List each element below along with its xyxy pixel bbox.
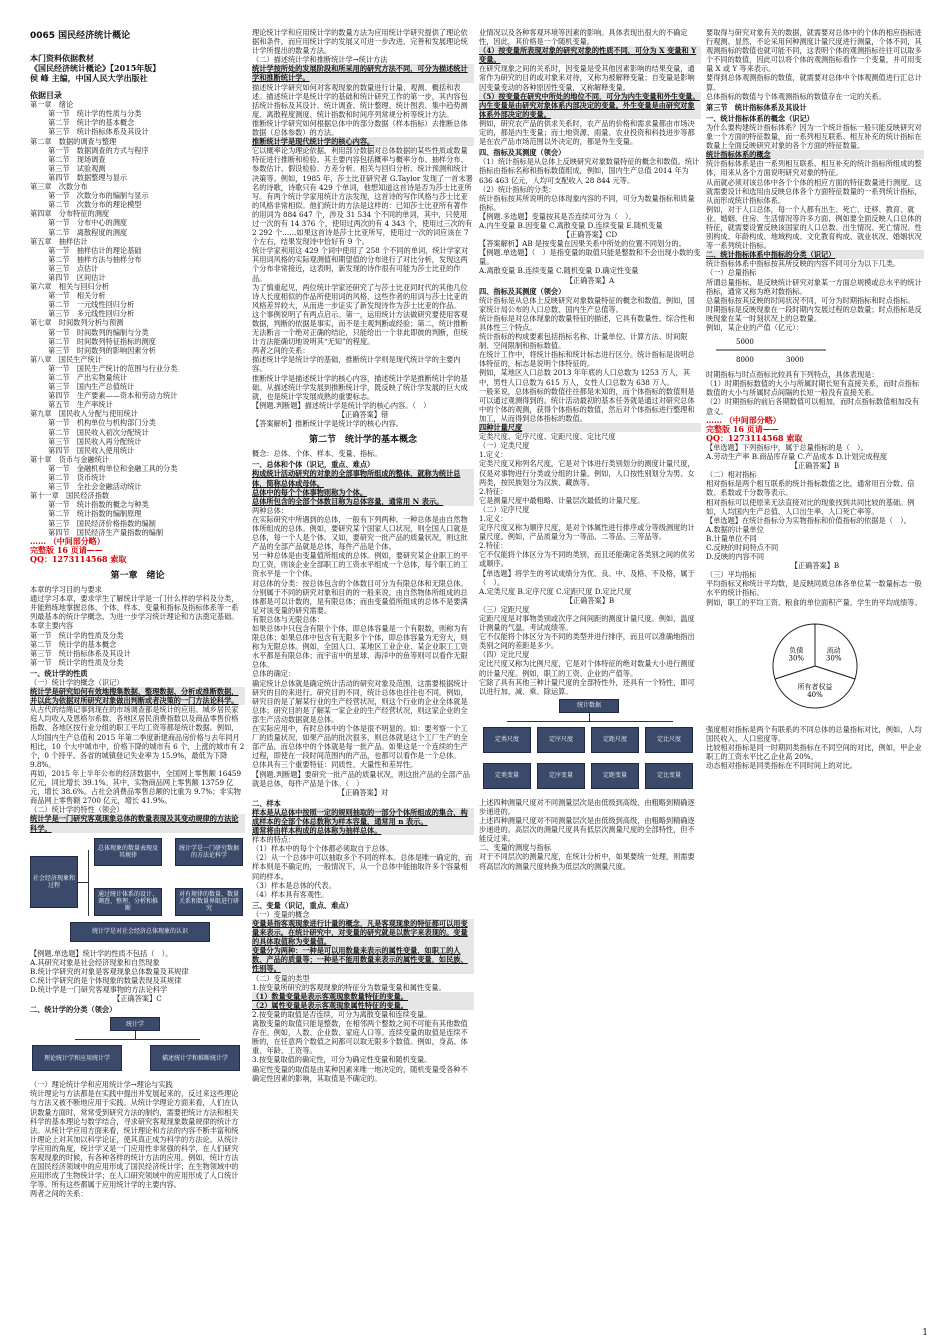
- paragraph: （1）统计指标是从总体上反映研究对象数量特征的概念和数值。统计指标由指标名称和指标数值组成，例如，国内生产总值 2014 年为 636 463 亿元，人均可支配收入 28 844 元等。: [479, 157, 700, 185]
- paragraph: 样本的特点：: [252, 835, 296, 845]
- highlight-text: （4）按变量所表现对象的研究对象的性质不同，可分为 X 变量和 Y 变量。: [479, 46, 701, 64]
- paragraph: 两者之间的关系：: [252, 346, 310, 356]
- paragraph: 再如，2015 年上半年公布的经济数据中，全国网上零售额 16459 亿元，同比增长 39.1%。其中，实物商品网上零售额 13759 亿元，增长 38.6%。占社会消费品零售总额的比重为 9.7%；非实物商品网上零售额 2700 亿元，增长 41.9%。: [30, 768, 242, 806]
- toc-section: 第一节 时间数列的编制与分类: [48, 327, 149, 337]
- paragraph: 一般来说，总体指标的数值往往都是未知的，而个体指标的数值则是可以通过观测得到的。统计活动最初的基本任务就是通过对研究总体中的个体的观测，获得个体指标的数值，然后对个体指标进行整理和加工，从而得到总体指标的数值。: [479, 386, 695, 423]
- paragraph: （二）相对指标: [706, 470, 757, 480]
- example-option: C.离散变量: [548, 220, 586, 230]
- toc-section: 第二节 抽样方法与抽样分布: [48, 254, 142, 264]
- toc-section: 第三节 试验观测: [48, 163, 106, 173]
- toc-section: 第二节 离散程度的测度: [48, 227, 128, 237]
- paragraph: （一）定类尺度: [479, 441, 530, 451]
- toc-section: 第二节 货币统计: [48, 473, 106, 483]
- paragraph: 2.按变量的取值是否连续，可分为离散变量和连续变量。: [252, 1009, 432, 1019]
- paragraph: 定比尺度又称为比例尺度，它是对个体特征的绝对数量大小进行测度的计量尺度。例如，职工的工资、企业的产值等。: [479, 659, 695, 678]
- example-option: C.统计学研究的是个体现象的数量表现及其规律: [30, 975, 182, 985]
- section-heading: 四、指标及其测度（领会）: [479, 286, 566, 296]
- paragraph: 在实际研究中所遇到的总体，一般有下列两种。一种总体是由自然物体所组成的总体。例如，要研究某个国家人口状况，则全国人口就是总体，每一个人是个体。又如，要研究一批产品的质量状况，则这批产品的全部产品就是总体，每件产品是个体。: [252, 514, 468, 552]
- example-options: [479, 221, 701, 230]
- pie-label: 负债: [789, 646, 804, 655]
- toc-section: 第三节 点估计: [48, 263, 99, 273]
- toc-chapter: 第十章 货币与金融统计: [30, 454, 110, 464]
- highlight-text: 统计指标体系的概念: [706, 150, 924, 159]
- paragraph: 另一种总体是由变量值所组成的总体。例如，要研究某企业职工的平均工资，则该企业全部职工的工资水平组成一个总体，每个职工的工资水平是一个个体。: [252, 551, 468, 579]
- section-heading: 二、统计学的分类（领会）: [30, 1005, 117, 1015]
- section-heading: 一、统计指标体系的概念（识记）: [706, 113, 814, 123]
- toc-section: 第一节 统计指数的概念与种类: [48, 500, 149, 510]
- toc-section: 第三节 全社会金融活动统计: [48, 482, 142, 492]
- highlight-text: 总体所包含的全部个体数目称为总体容量，通常用 N 表示。: [252, 497, 474, 506]
- paragraph: 总体的确定：: [252, 669, 296, 679]
- toc-section: 第一节 数据调查的方式与程序: [48, 145, 149, 155]
- highlight-text: （5）按变量在研究中所处的地位不同，可分为内生变量和外生变量。: [479, 91, 700, 101]
- toc-section: 第三节 国民经济价格指数的编制: [48, 518, 156, 528]
- diagram-box: 通过统计体系的设计、调查、整理、分析和推断: [94, 888, 162, 916]
- time-point-diagram: [706, 332, 916, 368]
- paragraph: 它不仅能将个体区分为不同的类型并进行排序，而且可以准确地指出类别之间的差距是多少。: [479, 632, 695, 651]
- diagram-box: 描述统计学和推断统计学: [150, 1045, 240, 1071]
- toc-section: 第三节 统计指标体系及其设计: [48, 127, 149, 137]
- toc-section: 第一节 统计学的性质与分类: [48, 109, 142, 119]
- highlight-text: （2）属性变量是表示客观现象属性特征的变量。: [252, 1001, 474, 1010]
- paragraph: 定距尺度是对事物类别或次序之间间距的测度计量尺度。例如，温度计测量的气温、考试成绩等。: [479, 614, 695, 633]
- source-line: 本门资料依据教材: [30, 53, 94, 64]
- paragraph: 在统计工作中，将统计指标和统计标志进行区分。统计指标是说明总体特征的，标志是说明个体特征的。: [479, 350, 695, 369]
- example-option: A.离散变量: [479, 266, 516, 276]
- diagram-box: 统计学: [110, 1017, 160, 1031]
- toc-section: 第四节 数据整理与显示: [48, 172, 128, 182]
- toc-chapter: 第一章 绪论: [30, 100, 74, 110]
- diagram-box: 定类变量: [483, 763, 531, 789]
- example-answer: 【正确答案】B: [790, 461, 840, 471]
- paragraph: （1）时期指标数值的大小与所属时期长短有直接关系，而时点指标数值的大小与所属时点间隔的长短一般没有直接关系。: [706, 379, 920, 398]
- paragraph: 它除了具有其他三种计量尺度的全部特性外，还具有一个特性，即可以进行加、减、乘、除运算。: [479, 677, 695, 696]
- highlight-text: 统计学按所处的发展阶段和所采用的研究方法不同，可分为描述统计学和推断统计学。: [252, 64, 474, 82]
- diagram-box: 定距尺度: [591, 727, 639, 753]
- paragraph: （三）平均指标: [706, 570, 757, 580]
- example-option: C.产品成本: [797, 452, 834, 462]
- paragraph: 描述统计学是统计学的基础，推断统计学则是现代统计学的主要内容。: [252, 355, 461, 374]
- paragraph: （一）总量指标: [706, 268, 757, 278]
- example-answer: 【正确答案】CD: [562, 230, 618, 240]
- example-option: D.反映的内容不同: [706, 552, 765, 562]
- paragraph: 从而就必须对该总体中各个个体的相应方面的特征数量进行测度。这就需要设计和选用由反映总体各个方面特征数量的一系列统计指标，从而形成统计指标体系。: [706, 177, 922, 205]
- paragraph: 统计理论与方法都是在实践中提出并发展起来的，反过来这些理论与方法又被不断地应用于实践。从统计学理论方面来看，人们在认识数量方面时，常常受到研究方法的制约，需要把统计方法和相关科学的基本理论与数学结合，寻求研究客观现象数量规律的统计方法。从统计学应用方面来看，统计理论和方法的内容不断丰富和统计理论上对其加以科学论证，使其真正成为科学的方法论。从统计学应用的角度，统计学又是一门应用性非常强的科学，在人们研究客观现象的时候，有各种各样的统计方法的应用。例如，统计方法在国民经济领域中的应用形成了国民经济统计学；在生物领域中的应用形成了生物统计学；在人口研究领域中的应用形成了人口统计学等。所有这些都属于应用统计学的主要内容。: [30, 1089, 239, 1190]
- example-option: B.连续变量: [517, 266, 554, 276]
- paragraph: 例如，职工的平均工资、粮食的单位面积产量、学生的平均成绩等。: [706, 597, 922, 607]
- paragraph: 1.按变量所研究的客观现象的特征分为数量变量和属性变量。: [252, 982, 446, 992]
- source-info: [30, 53, 245, 83]
- example-option: D.计划完成程度: [836, 452, 888, 462]
- paragraph: （一）变量的概念: [252, 909, 310, 919]
- example-answer: 【正确答案】B: [565, 595, 615, 605]
- paragraph: 要取得与研究对象有关的数据，就需要对总体中的个体的相应指标进行观测。显然，不论采用何种测度计量尺度进行测量，个体不同，其观测指标的数值也就可能不同，这表明个体的观测指标往往可以取多个不同的数值，因此可以将个体的观测指标看作一个变量，并可用变量 X 或 Y 等来表示。: [706, 28, 922, 74]
- paragraph: 描述统计学研究如何对客观现象的数量进行计量、观测、概括和表述。描述统计学是统计学的基础和统计研究工作的第一步，其内容包括统计指标及其设计、统计调查、统计整理、统计图表、集中趋势测度、离散程度测度、统计指数和时间序列常规分析等统计方法。: [252, 82, 468, 119]
- paragraph: （四）定比尺度: [479, 650, 530, 660]
- paragraph: 例如，对于人口总体，每一个人都有出生、死亡、迁移、教育、就业、婚姻、住房、生活情况等许多方面，例如要全面反映人口总体的特征，就需要设置反映该国家的人口总数、出生情况、死亡情况、性别构成、年龄构成、地域构成、文化教育构成、就业状况、婚姻状况等一系列统计指标。: [706, 204, 922, 251]
- diagram-box: 定序尺度: [537, 727, 585, 753]
- paragraph: 比较相对指标是同一时期同类指标在不同空间的对比，例如，甲企业职工的工资水平比乙企业高 20%。: [706, 742, 922, 761]
- pie-value-label: 40%: [807, 690, 823, 699]
- paragraph: 总量指标按其反映的时间状况不同，可分为时期指标和时点指标。: [706, 295, 915, 305]
- toc-section: 第一节 抽样估计的理论基础: [48, 245, 142, 255]
- paragraph: （2）时期指标的前后各期数值可以相加，而时点指标数值相加没有意义。: [706, 397, 920, 416]
- intro-line: 第一节 统计学的性质及分类: [30, 630, 124, 640]
- diagram-box: 定类尺度: [483, 727, 531, 753]
- diagram-box: 定比变量: [645, 763, 693, 789]
- paragraph: 对于不同层次的测量尺度，在统计分析中，如果要统一处理，则需要将高层次的测量尺度转换为低层次的测量尺度。: [479, 852, 695, 871]
- source-line: 《国民经济统计概论》【2015年版】: [30, 63, 161, 74]
- toc-heading: 依据目录: [30, 90, 62, 101]
- example-option: D.确定性变量: [594, 266, 639, 276]
- paragraph: 总体具有三个重要特征：同质性、大量性和差异性。: [252, 760, 418, 770]
- pie-chart: [740, 611, 890, 721]
- paragraph: 时期指标是反映现象在一段时期内发展过程的总数量；时点指标是反映现象在某一时刻状况上的总数量。: [706, 304, 922, 323]
- paragraph: 它以概率论为理论依据，利用部分数据对总体数据的某些性质或数量特征进行推断和检验。其主要内容包括概率与概率分布、抽样分布、参数估计、假设检验、方差分析、相关与回归分析、统计预测和统计决策等。例如，1985 年，莎士比亚研究者 G.Taylor 发现了一首未署名的诗歌，诗歌只有 429 个单词，他想知道这首诗是否为莎士比亚所写。有两个统计学家用统计方法发现，这首诗的写作风格与莎士比亚的风格非常相似。他们统计的方法是这样的：已知莎士比亚所有著作的用词为 884 647 个，涉及 31 534 个不同的单词，其中，只使用过一次的有 14 376 个，使用过两次的有 4 343 个，使用过三次的有 2 292 个……如果这首诗是莎士比亚所写，使用过一次的词应该在 7 个左右，结果发现诗中恰好有 9 个。: [252, 146, 473, 247]
- full-version-note: 完整版 16 页请——: [706, 423, 779, 434]
- example-option: C.随机变量: [556, 266, 593, 276]
- diagram-box: 定比尺度: [645, 727, 693, 753]
- example-option: C.定距尺度: [556, 586, 593, 596]
- paragraph: 平均指标又称统计平均数，是反映同质总体各单位某一数量标志一般水平的统计指标。: [706, 579, 922, 598]
- timeline-label: 5000: [736, 338, 754, 347]
- toc-section: 第三节 多元线性回归分析: [48, 309, 135, 319]
- toc-section: 第四节 国民收入使用统计: [48, 445, 135, 455]
- paragraph: 总体指标的数值与个体观测指标的数值存在一定的关系。: [706, 91, 886, 101]
- toc-chapter: 第七章 时间数列分析与预测: [30, 318, 124, 328]
- paragraph: （2）从一个总体中可以抽取多个不同的样本。总体是唯一确定的，而样本则是不确定的，一般情况下，从一个总体中能抽取许多个容量相同的样本。: [252, 853, 473, 881]
- paragraph: 统计指标体系中指标按其所反映的内容不同可分为以下几类。: [706, 259, 901, 269]
- column-3: [479, 28, 701, 1318]
- example-question: 【单选题】下列指标中，属于总量指标的是（ ）。: [706, 442, 868, 452]
- column-4: [706, 28, 924, 1318]
- example-option: B.统计学研究的对象是客观现象总体数量及其规律: [30, 966, 189, 976]
- paragraph: 例如，研究农产品的供求关系时，农产品的价格和需求量都由市场决定的，都是内生变量；而土地资源、雨量、农业投资和科技进步等都是在农产品市场范围以外决定的，都是外生变量。: [479, 118, 695, 147]
- highlight-text: 统计学是研究如何有效地搜集数据、整理数据、分析或推断数据，并以此为依据对所研究对象做出判断或者决策的一门方法论科学。: [30, 687, 245, 705]
- classification-diagram: [30, 1017, 245, 1077]
- toc-section: 第三节 时间数列的影响因素分析: [48, 345, 156, 355]
- intro-line: 第三节 统计指标体系及其设计: [30, 648, 131, 658]
- paragraph: 确定统计总体就是确定统计活动的研究对象及范围，这需要根据统计研究的目的来进行。研究目的不同，统计总体也往往也不同。例如，研究目的是了解某行业的生产经营状况，则这个行业的企业全体就是总体；研究目的是了解某一家企业的生产经营状况，则这家企业的全部生产活动数据就是总体。: [252, 678, 468, 724]
- highlight-text: 构成统计活动研究的对象的全部事物所组成的整体，就称为统计总体，简称总体或母体。: [252, 469, 474, 487]
- paragraph: 对总体的分类：按总体包含的个体数目可分为有限总体和无限总体。分别属于不同的研究对象和目的的一般来说，由自然物体所组成的总体都是可以计数的，是有限总体；而由变量值所组成的总体不是要满足对该变量的研究需要。: [252, 578, 468, 615]
- toc-section: 第一节 相关分析: [48, 291, 106, 301]
- paragraph: （二）描述统计学和推断统计学→统计方法: [252, 55, 388, 65]
- document-title: 0065 国民经济统计概论: [30, 31, 131, 41]
- paragraph: 离散变量的取值只能是整数，在相邻两个整数之间不可能有其他数值存在。例如，人数、企业数、家庭人口等。连续变量的取值是连续不断的，在任意两个数值之间都可以取无限多个数值。例如，身高、体重、年龄、工资等。: [252, 1019, 468, 1056]
- section-title: 第二节 统计学的基本概念: [308, 435, 417, 446]
- chapter-intro: [30, 585, 245, 667]
- example-answer: 【正确答案】B: [790, 561, 840, 571]
- section-heading: 三、变量（识记，重点、难点）: [252, 900, 353, 910]
- paragraph: （二）定序尺度: [479, 504, 530, 514]
- paragraph: 强度相对指标是两个有联系的不同总体的总量指标对比，例如，人均国民收入、人口密度等。: [706, 724, 922, 743]
- full-version-note: 完整版 16 页请——: [30, 544, 103, 555]
- example-option: A.其研究对象是社会经济现象和自然现象: [30, 957, 160, 967]
- example-answer: 【正确答案】A: [565, 275, 615, 285]
- paragraph: 在实际应用中，有时总体中的个体是很不明显的。如：要考察一个工厂的质量状况，如果产品的批次很多，则总体就是这个工厂生产的全部产品，而总体中的个体就是每一批产品。如果这是一个连续的生产过程，即使在一段时间范围内的产品，也都可以看作是一个总体。: [252, 724, 468, 761]
- paragraph: 要得到总体观测指标的数值，就需要对总体中个体观测值进行汇总计算。: [706, 73, 922, 92]
- timeline-label: 8000: [736, 356, 754, 365]
- paragraph: 理论统计学和应用统计学的数量方法为应用统计学研究提供了理论依据和条件，而应用统计学的发展又可进一步改进、完善和发展理论统计学所提出的数量方法。: [252, 28, 468, 56]
- paragraph: 推断统计学是描述统计学的核心内容，描述统计学是推断统计学的基础。从描述统计学发展到推断统计学，既反映了统计学发展的巨大成就，也是统计学发展成熟的重要标志。: [252, 373, 468, 401]
- table-of-contents: [30, 100, 245, 537]
- highlight-text: 总体中的每个个体事物则称为个体。: [252, 488, 474, 497]
- pie-label: 所有者权益: [797, 682, 833, 691]
- example-option: A.数据的计量单位: [706, 524, 764, 534]
- example-option: C.反映的时间特点不同: [706, 542, 779, 552]
- paragraph: 如果总体中只包含有限个个体，即总体容量是一个有限数，则称为有限总体；如果总体中包含有无限多个个体，即总体容量为无穷大，则称为无限总体。例如，全国人口、某地区工业企业、某企业职工工资水平都是有限总体；而宇宙中的星球、海洋中的鱼等则可以看作无限总体。: [252, 624, 468, 670]
- pie-value-label: 30%: [788, 654, 805, 663]
- intro-line: 本章主要内容: [30, 621, 74, 631]
- example-explanation: 【答案解析】AB 是按变量在因果关系中所处的位置不同划分的。: [479, 239, 686, 249]
- chapter-title: 第一章 绪论: [110, 570, 165, 581]
- toc-section: 第一节 金融机构单位和金融工具的分类: [48, 463, 178, 473]
- toc-section: 第二节 产出实物量统计: [48, 373, 128, 382]
- paragraph: （一）理论统计学和应用统计学→理论与实践: [30, 1080, 173, 1090]
- paragraph: 2.特征：: [479, 541, 508, 551]
- example-answer: 【正确答案】对: [337, 787, 389, 797]
- toc-chapter: 第五章 抽样估计: [30, 236, 88, 246]
- paragraph: 有限总体与无限总体：: [252, 614, 324, 624]
- toc-chapter: 第八章 国民生产统计: [30, 354, 102, 364]
- paragraph: 3.按变量取值的确定性，可分为确定性变量和随机变量。: [252, 1055, 432, 1065]
- highlight-text: 二、统计指标体系中指标的分类（识记）: [706, 250, 924, 259]
- paragraph: 概念：总体、个体、样本、变量、指标。: [252, 449, 382, 459]
- highlight-text: 内生变量是由研究对象体系内部决定的变量。外生变量是由研究对象体系外部决定的变量。: [479, 101, 701, 119]
- paragraph: 业情况以及各种客观环境等因素的影响。具体表现出很大的不确定性，因此，其价格是一个随机变量。: [479, 28, 688, 47]
- paragraph: 1.定义：: [479, 450, 508, 460]
- section-heading: 四、指标及其测度（领会）: [479, 148, 566, 158]
- example-question: 【例题.判断题】要研究一批产品的质量状况，则这批产品的全部产品就是总体，每件产品是个体。（ ）: [252, 769, 470, 788]
- highlight-text: 通常将由样本构成的总体称为抽样总体。: [252, 826, 474, 835]
- pie-label: 流动: [826, 646, 841, 655]
- omitted-note: …… （中间部分略）: [706, 414, 781, 425]
- highlight-text: （1）数量变量是表示客观现象数量特征的变量。: [252, 992, 474, 1001]
- example-explanation: 【答案解析】推断统计学是统计学的核心内容。: [252, 419, 403, 429]
- subsection-heading: （二）统计学的特性（领会）: [30, 805, 124, 815]
- toc-section: 第二节 现场调查: [48, 154, 106, 164]
- paragraph: 两种总体：: [252, 505, 288, 515]
- toc-section: 第二节 次数分布的理论模型: [48, 200, 142, 210]
- example-options: [706, 452, 924, 461]
- paragraph: 时期指标与时点指标比较具有下列特点，具体表现是：: [706, 370, 879, 380]
- paragraph: 统计指标的构成要素包括指标名称、计量单位、计算方法、时间限制、空间限制和指标数值。: [479, 332, 688, 351]
- paragraph: 相对指标是两个相互联系的统计指标数值之比，通常用百分数、倍数、系数或千分数等表示。: [706, 479, 915, 498]
- diagram-box: 理论统计学和应用统计学: [32, 1045, 122, 1071]
- toc-chapter: 第六章 相关与回归分析: [30, 282, 110, 292]
- paragraph: 这个事例说明了有两点启示。第一，运用统计方法做研究要使用客观数据，判断的依据是事实，而不是主观判断或经验；第二，统计推断无法断言一个绝对正确的结论，只能给出一个非此即彼的判断，但统计方法能确切地说明其“无知”的程度。: [252, 309, 468, 347]
- qq-contact: QQ：1273114568 索取: [706, 432, 803, 443]
- diagram-box: 社会经济现象和过程: [30, 856, 78, 908]
- toc-section: 第二节 国民收入初次分配统计: [48, 427, 149, 437]
- toc-chapter: 第十一章 国民经济指数: [30, 491, 110, 501]
- paragraph: 它不仅能将个体区分为不同的类别，而且还能确定各类别之间的优劣或顺序。: [479, 550, 695, 569]
- toc-section: 第一节 次数分布的编制与显示: [48, 191, 149, 201]
- paragraph: 定类尺度又称列名尺度，它是对个体进行类别划分的测度计量尺度，仅是对事物进行分类或分组的计量。例如，人口按性别划分为男、女两类，按民族划分为汉族、藏族等。: [479, 459, 695, 487]
- section-heading: 二、样本: [252, 798, 281, 808]
- example-question: 【例题.单选题】统计学的性质不包括（ ）。: [30, 948, 173, 958]
- paragraph: 2.特征：: [479, 486, 508, 496]
- example-question: 【例题.单选题】（ ）是指变量的取值只能是整数和不会出现小数的变量。: [479, 248, 701, 267]
- measurement-scale-diagram: [479, 699, 701, 795]
- paragraph: 统计学家利用这 429 个词中使用了 258 个不同的单词，统计学家对其用词风格的实际观测值和期望值的分布进行了对比分析，发现这两个分布非常接近，这表明，新发现的诗作很有可能为莎士比亚的作品。: [252, 246, 469, 283]
- example-option: B.定序尺度: [517, 586, 554, 596]
- diagram-box: 统计学是一门研究数据的方法论科学: [175, 838, 243, 866]
- example-option: D.连续变量: [587, 220, 625, 230]
- diagram-box: 统计数据: [559, 699, 619, 713]
- toc-section: 第一节 分布中心的测度: [48, 218, 128, 228]
- pie-value-label: 30%: [825, 654, 842, 663]
- paragraph: 推断统计学研究如何根据总体中的部分数据（样本指标）去推断总体数据（总体参数）的方法。: [252, 118, 468, 138]
- paragraph: 二、变量的测度与指标: [479, 843, 551, 853]
- paragraph: 相对指标可以使原来无法直接对比的现象找到共同比较的基础。例如，人均国内生产总值、人口出生率、人口死亡率等。: [706, 497, 915, 516]
- paragraph: 两者之间的关系：: [30, 1189, 88, 1199]
- paragraph: （二）变量的类型: [252, 973, 310, 983]
- paragraph: 它是测量尺度中最粗略、计量层次最低的计量尺度。: [479, 495, 645, 505]
- example-option: A.劳动生产率: [706, 452, 750, 462]
- intro-line: 第二节 统计学的基本概念: [30, 639, 117, 649]
- paragraph: 1.定义：: [479, 513, 508, 523]
- example-option: B.计量单位不同: [706, 533, 757, 543]
- paragraph: （1）样本中的每个个体都必须取自于总体。: [252, 844, 394, 854]
- toc-chapter: 第三章 次数分布: [30, 182, 88, 192]
- example-option: B.商品库存量: [751, 452, 796, 462]
- intro-line: 通过学习本章，要求学生了解统计学是一门什么样的学科及分类，并能熟练地掌握总体、个体、样本、变量和指标及指标体系等一系列最基本的统计学概念，为进一步学习统计理论和方法奠定基础。: [30, 594, 239, 622]
- example-answer: 【正确答案】C: [113, 994, 162, 1004]
- source-line: 侯 峰 主编，中国人民大学出版社: [30, 73, 148, 84]
- toc-section: 第二节 统计指数的编制原理: [48, 509, 142, 519]
- toc-section: 第二节 统计学的基本概念: [48, 118, 135, 128]
- paragraph: 上述四种测量尺度对不同测量层次是由低级到高级、由粗略到精确逐步递进的。: [479, 797, 695, 816]
- paragraph: 为了慎重起见，两位统计学家还研究了与莎士比亚同时代的其他几位诗人长度相似的作品所使用词的风格，这些作者的用词与莎士比亚的风格差异较大，从而进一步证实了新发现诗作为莎士比亚的作品。: [252, 282, 468, 310]
- example-answer: 【正确答案】错: [337, 409, 389, 419]
- paragraph: 定类尺度、定序尺度、定距尺度、定比尺度: [479, 432, 616, 442]
- example-options: [479, 266, 701, 275]
- paragraph: 统计指标体系是由一系列相互联系、相互补充的统计指标所组成的整体，用来从各个方面说明研究对象的特征。: [706, 159, 922, 178]
- toc-chapter: 第九章 国民收入分配与使用统计: [30, 409, 138, 419]
- toc-section: 第五节 生产率统计: [48, 400, 113, 410]
- toc-section: 第四节 区间估计: [48, 272, 106, 282]
- paragraph: （3）样本是总体的代表。: [252, 880, 336, 890]
- paragraph: 定序尺度又称为顺序尺度，是对个体属性进行排序或分等级测度的计量尺度。例如，产品质量分为一等品、二等品、三等品等。: [479, 523, 695, 542]
- paragraph: 在研究现象之间的关系时，因变量是受其他因素影响的结果变量，通常作为研究的目的或对象来对待，又称为被解释变量；自变量是影响因变量变动的各种原因性变量，又称解释变量。: [479, 64, 695, 92]
- diagram-box: 统计学是对社会经济总体现象的认识: [70, 922, 210, 942]
- toc-section: 第四节 国民经济生产量指数的编制: [48, 527, 164, 537]
- paragraph: 确定性变量的取值是由某种因素来唯一地决定的，随机变量受各种不确定性因素的影响，其取值是不确定的。: [252, 1064, 468, 1083]
- paragraph: 统计指标按其所说明的总体现象内容的不同，可分为数量指标和质量指标。: [479, 193, 695, 212]
- paragraph: （三）定距尺度: [479, 604, 530, 614]
- highlight-text: 样本是从总体中按照一定的规则抽取的一部分个体所组成的集合，构成样本的全部个体总数称为样本容量，通常用 n 表示。: [252, 808, 474, 826]
- timeline-label: 3000: [786, 356, 804, 365]
- intro-line: 本章的学习目的与要求: [30, 585, 102, 595]
- intro-line: 第一节 统计学的性质及分类: [30, 657, 124, 667]
- toc-section: 第三节 国内生产总值统计: [48, 382, 135, 392]
- example-option: A.内生变量: [479, 220, 516, 230]
- toc-section: 第三节 国民收入再分配统计: [48, 436, 142, 446]
- property-diagram: [30, 836, 245, 946]
- example-question: 【例题.判断题】描述统计学是统计学的核心内容。（ ）: [252, 400, 431, 410]
- highlight-text: 四种计量尺度: [479, 423, 701, 432]
- section-title: 第三节 统计指标体系及其设计: [706, 102, 807, 112]
- diagram-box: 总体现象的数量表现及其规律: [94, 838, 162, 866]
- highlight-text: 变量分为两种：一种是可以用数量来表示的属性变量，如职工的人数、产品的质量等；一种是不能用数量来表示的属性变量，如民族、性别等。: [252, 946, 474, 973]
- toc-section: 第四节 生产要素——资本和劳动力统计: [48, 391, 178, 401]
- example-question: 【单选题】在统计指标分为实物指标和价值指标的依据是（ ）。: [706, 515, 911, 525]
- diagram-box: 对有规律的数量、数量关系和数量界限进行研究: [175, 888, 243, 916]
- section-heading: 一、统计学的性质: [30, 668, 88, 678]
- omitted-note: …… （中间部分略）: [30, 535, 105, 546]
- paragraph: 所谓总量指标，是反映统计研究对象某一方面总规模或总水平的统计指标，通常又称为绝对数指标。: [706, 277, 922, 296]
- paragraph: （2）统计指标的分类：: [479, 184, 556, 194]
- toc-section: 第二节 一元线性回归分析: [48, 300, 135, 310]
- paragraph: 从古代的结绳记事到现在的市场调查都是统计的应用。城乡居民家庭人均收入及恩格尔系数、各地区居民消费指数以及商品零售价格指数、各地区按行业分组的职工平均工资等都是统计数据。例如，人均国内生产总值和 2015 年第二季度新建商品房价格与去年同月相比，10 个大中城市中，价格下降的城市有 6 个，上涨的城市有 2 个，0 个持平。各省的城镇登记失业率为 15.9%，最低为下降 9.8%。: [30, 705, 245, 769]
- example-options: [479, 587, 701, 596]
- paragraph: 动态相对指标是同类指标在不同时间上的对比。: [706, 761, 857, 770]
- highlight-text: 统计学是一门研究客观现象总体的数量表现及其变动规律的方法论科学。: [30, 814, 245, 832]
- example-option: B.因变量: [517, 220, 547, 230]
- toc-chapter: 第二章 数据的调查与整理: [30, 136, 117, 146]
- paragraph: 例如，某地区人口总数 2013 年年底的人口总数为 1253 万人，其中，男性人口总数为 615 万人，女性人口总数为 638 万人。: [479, 368, 691, 387]
- example-option: D.定比尺度: [594, 586, 632, 596]
- paragraph: 上述四种测量尺度对不同测量层次是由低级到高级，由粗略到精确逐步递进的。高层次的测量尺度具有低层次测量尺度的全部特性，但不能反过来。: [479, 816, 695, 844]
- toc-section: 第一节 机构单位与机构部门分类: [48, 418, 156, 428]
- paragraph: 为什么要构建统计指标体系？因为一个统计指标一般只能反映研究对象一个方面的特征数量，而一系列相互联系、相互补充的统计指标在数量上全面反映研究对象的各个方面的特征数量。: [706, 122, 922, 151]
- subsection-heading: （一）统计学的概念（识记）: [30, 678, 124, 687]
- qq-contact: QQ：1273114568 索取: [30, 553, 127, 564]
- column-1: [30, 28, 245, 1318]
- example-option: E.随机变量: [626, 220, 663, 230]
- highlight-text: 变量是指客观现象进行计量的概念，凡是客观现象的特征都可以用变量来表示。在统计研究中，对变量的研究就是以数字来表现的。变量的具体取值称为变量值。: [252, 919, 474, 946]
- toc-section: 第一节 国民生产统计的范围与行业分类: [48, 363, 178, 373]
- example-option: A.定类尺度: [479, 586, 516, 596]
- example-question: 【单选题】将学生的考试成绩分为优、良、中、及格、不及格，属于（ ）。: [479, 568, 695, 587]
- paragraph: （4）样本具有客观性。: [252, 889, 329, 899]
- toc-chapter: 第四章 分布特征的测度: [30, 209, 110, 219]
- paragraph: 例如，某企业的产值（亿元）：: [706, 323, 804, 332]
- column-2: [252, 28, 474, 1318]
- page-number: 1: [922, 1328, 928, 1338]
- diagram-box: 定距变量: [591, 763, 639, 789]
- toc-section: 第二节 时间数列特征指标的测度: [48, 336, 156, 346]
- paragraph: 统计指标是从总体上反映研究对象数量特征的概念和数值。例如，国家统计局公布的人口总数、国内生产总值等。: [479, 295, 695, 314]
- section-heading: 一、总体和个体（识记，重点、难点）: [252, 460, 375, 470]
- example-option: D.统计学是一门研究客观事物的方法论科学: [30, 984, 168, 994]
- example-question: 【例题.多选题】变量按其是否连续可分为（ ）。: [479, 211, 636, 221]
- paragraph: 统计指标是对总体现象的数量特征的描述，它具有数量性、综合性和具体性三个特点。: [479, 313, 695, 332]
- diagram-box: 定序变量: [537, 763, 585, 789]
- highlight-text: 推断统计学是现代统计学的核心内容。: [252, 137, 474, 146]
